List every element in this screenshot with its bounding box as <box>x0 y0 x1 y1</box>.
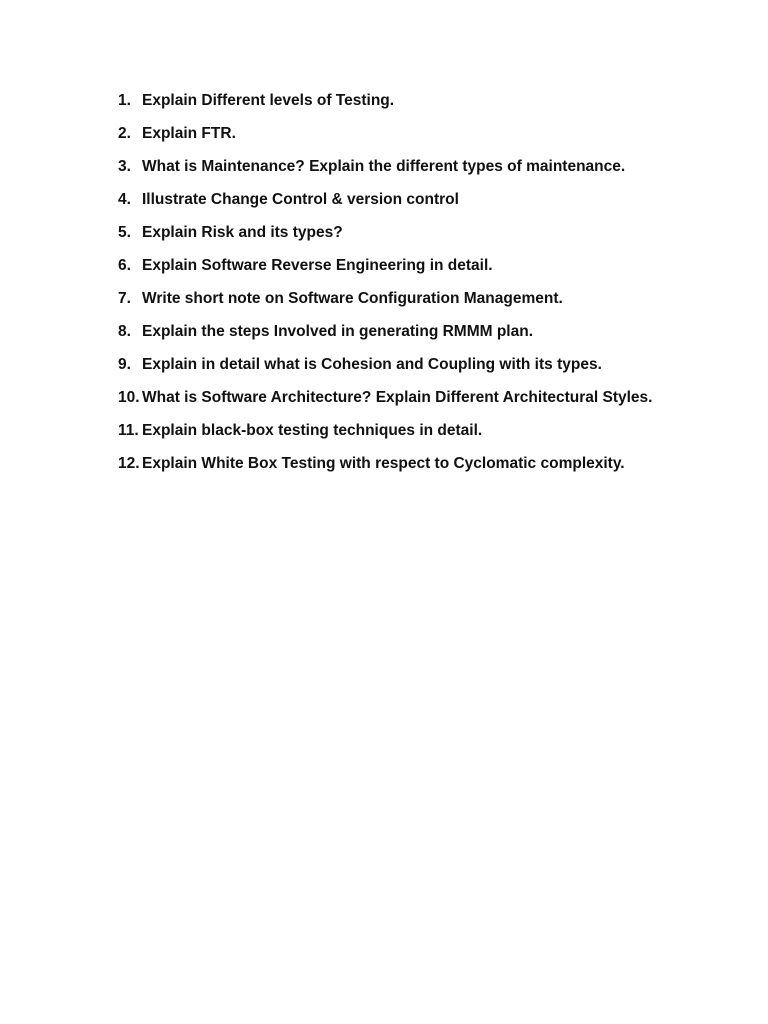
question-text: Explain FTR. <box>142 125 236 142</box>
question-text: Explain in detail what is Cohesion and Coupling with its types. <box>142 356 602 373</box>
question-item-5 <box>118 224 738 257</box>
question-text: Explain Risk and its types? <box>142 224 343 241</box>
question-number: 6. <box>118 257 131 274</box>
question-number: 7. <box>118 290 131 307</box>
question-item-3 <box>118 158 738 191</box>
question-item-7 <box>118 290 738 323</box>
question-text: What is Maintenance? Explain the different types of maintenance. <box>142 158 626 175</box>
question-number: 1. <box>118 92 131 109</box>
question-number: 8. <box>118 323 131 340</box>
question-number: 9. <box>118 356 131 373</box>
question-item-4 <box>118 191 738 224</box>
question-item-10 <box>118 389 738 422</box>
question-number: 3. <box>118 158 131 175</box>
question-item-6 <box>118 257 738 290</box>
question-item-12 <box>118 455 738 488</box>
question-item-11 <box>118 422 738 455</box>
question-number: 5. <box>118 224 131 241</box>
question-text: Explain the steps Involved in generating RMMM plan. <box>142 323 533 340</box>
question-text: Illustrate Change Control & version control <box>142 191 459 208</box>
question-number: 4. <box>118 191 131 208</box>
question-number: 12. <box>118 455 140 472</box>
question-list <box>118 92 738 488</box>
question-number: 2. <box>118 125 131 142</box>
question-text: Explain black-box testing techniques in detail. <box>142 422 483 439</box>
question-text: Explain White Box Testing with respect to Cyclomatic complexity. <box>142 455 625 472</box>
question-item-2 <box>118 125 738 158</box>
question-text: Write short note on Software Configuration Management. <box>142 290 563 307</box>
question-item-8 <box>118 323 738 356</box>
question-item-1 <box>118 92 738 125</box>
question-item-9 <box>118 356 738 389</box>
question-text: Explain Software Reverse Engineering in detail. <box>142 257 493 274</box>
question-number: 10. <box>118 389 140 406</box>
question-text: What is Software Architecture? Explain Different Architectural Styles. <box>142 389 653 406</box>
question-text: Explain Different levels of Testing. <box>142 92 395 109</box>
question-number: 11. <box>118 422 139 439</box>
